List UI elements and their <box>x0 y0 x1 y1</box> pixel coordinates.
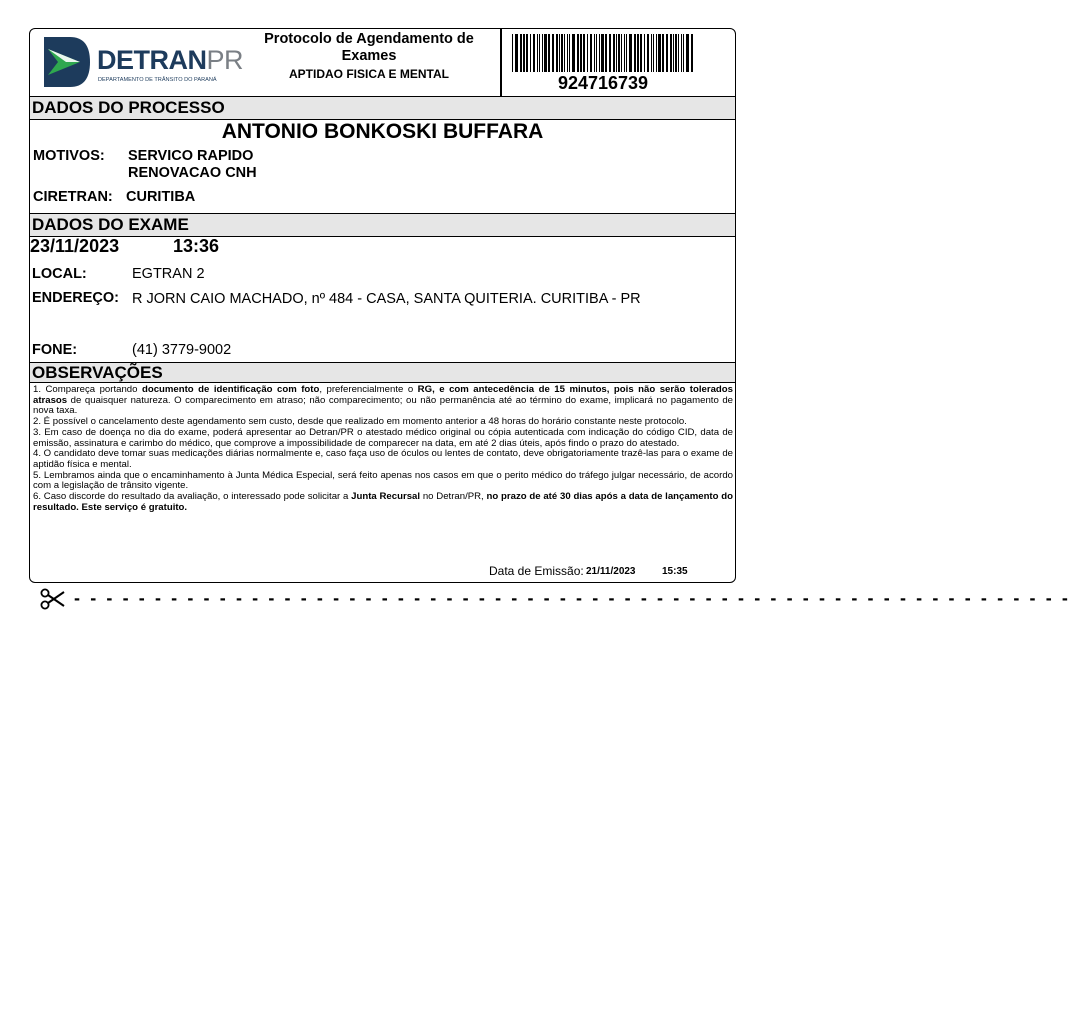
section-header-processo <box>30 96 735 120</box>
obs-text-bold: documento de identificação com foto <box>141 384 320 395</box>
logo-brand: DETRAN <box>97 45 207 75</box>
barcode-bar <box>596 34 597 72</box>
exam-date: 23/11/2023 <box>30 236 120 256</box>
barcode <box>510 34 696 72</box>
barcode-bar <box>559 34 560 72</box>
motivo-item: RENOVACAO CNH <box>128 165 257 181</box>
barcode-bar <box>526 34 528 72</box>
barcode-bar <box>583 34 585 72</box>
section-header-exame <box>30 213 735 237</box>
obs-text: de quaisquer natureza. O comparecimento em atraso; não comparecimento; ou não permanência até ao término do exame, implicará no pagamento de nova taxa. <box>33 394 733 417</box>
document-title: Protocolo de Agendamento de Exames <box>264 31 474 64</box>
barcode-bar <box>569 34 570 72</box>
motivos-label: MOTIVOS: <box>33 148 105 164</box>
section-header-observacoes <box>30 362 735 383</box>
barcode-bar <box>678 34 679 72</box>
local-label: LOCAL: <box>32 266 87 282</box>
barcode-bar <box>564 34 565 72</box>
obs-text-bold: Junta Recursal <box>351 491 421 503</box>
barcode-bar <box>662 34 664 72</box>
barcode-bar <box>577 34 579 72</box>
barcode-bar <box>624 34 625 72</box>
barcode-bar <box>647 34 649 72</box>
barcode-bar <box>670 34 672 72</box>
barcode-bar <box>621 34 622 72</box>
ciretran-label: CIRETRAN: <box>33 189 113 205</box>
barcode-bar <box>613 34 615 72</box>
endereco-value: R JORN CAIO MACHADO, nº 484 - CASA, SANTA QUITERIA. CURITIBA - PR <box>132 291 641 307</box>
barcode-bar <box>616 34 617 72</box>
barcode-bar <box>530 34 531 72</box>
fone-label: FONE: <box>32 342 78 358</box>
ciretran-value: CURITIBA <box>126 189 196 205</box>
observacao-item: 4. O candidato deve tomar suas medicações diárias normalmente e, caso faça uso de óculos ou lentes de contato, deve obrigatoriamente trazê-las para o exame de aptidão física e mental. <box>33 448 733 470</box>
barcode-bar <box>594 34 595 72</box>
barcode-bar <box>691 34 693 72</box>
scissors-icon <box>40 588 66 610</box>
barcode-bar <box>537 34 538 72</box>
barcode-bar <box>587 34 588 72</box>
barcode-bar <box>605 34 607 72</box>
detran-logo <box>40 35 244 91</box>
obs-text: no Detran/PR, <box>420 491 487 503</box>
cut-line <box>40 588 1071 612</box>
barcode-bar <box>523 34 525 72</box>
barcode-bar <box>618 34 620 72</box>
motivo-item: SERVICO RAPIDO <box>128 148 254 164</box>
barcode-bar <box>644 34 645 72</box>
obs-text: 6. Caso discorde do resultado da avaliação, o interessado pode solicitar a <box>33 491 352 503</box>
barcode-bar <box>590 34 592 72</box>
barcode-bar <box>653 34 654 72</box>
document-subtitle: APTIDAO FISICA E MENTAL <box>289 67 449 81</box>
barcode-bar <box>629 34 632 72</box>
fone-value: (41) 3779-9002 <box>132 342 232 358</box>
header-divider <box>500 29 502 97</box>
observacoes-list <box>33 385 733 513</box>
barcode-bar <box>640 34 642 72</box>
emissao-label: Data de Emissão: <box>489 564 584 578</box>
observacao-item <box>33 385 733 417</box>
obs-text: 1. Compareça portando <box>33 384 142 395</box>
barcode-bar <box>552 34 554 72</box>
endereco-label: ENDEREÇO: <box>32 290 120 306</box>
barcode-bar <box>637 34 639 72</box>
logo-brand-suffix: PR <box>206 45 244 75</box>
section-title-processo: DADOS DO PROCESSO <box>32 98 225 117</box>
barcode-bar <box>515 34 518 72</box>
observacao-item: 3. Em caso de doença no dia do exame, poderá apresentar ao Detran/PR o atestado médico original ou cópia autenticada com indicação do código CID, data de emissão, assinatura e carimbo do médico, que comprove a impossibilidade de comparecer na data, em até 2 dias úteis, após findo o prazo do atestado. <box>33 426 733 449</box>
protocol-number: 924716739 <box>557 73 649 93</box>
barcode-bar <box>656 34 657 72</box>
logo-tagline: DEPARTAMENTO DE TRÂNSITO DO PARANÁ <box>98 77 217 83</box>
barcode-bar <box>544 34 547 72</box>
barcode-bar <box>683 34 684 72</box>
barcode-bar <box>601 34 604 72</box>
protocol-form <box>29 28 736 583</box>
obs-text-bold: RG, e com antecedência de 15 minutos, pois não serão tolerados atrasos <box>33 384 733 406</box>
observacao-item: 5. Lembramos ainda que o encaminhamento à Junta Médica Especial, será feito apenas nos casos em que o perito médico do tráfego julgar necessário, de acordo com a legislação de trânsito vigente. <box>33 469 733 492</box>
barcode-bar <box>626 34 627 72</box>
emissao-time: 15:35 <box>662 566 688 577</box>
barcode-bar <box>673 34 674 72</box>
barcode-bar <box>548 34 550 72</box>
barcode-bar <box>520 34 522 72</box>
barcode-bar <box>651 34 652 72</box>
detran-emblem-icon <box>40 35 92 89</box>
barcode-bar <box>572 34 575 72</box>
barcode-bar <box>512 34 513 72</box>
barcode-bar <box>686 34 689 72</box>
barcode-bar <box>666 34 668 72</box>
emissao-date: 21/11/2023 <box>586 566 636 577</box>
barcode-bar <box>681 34 682 72</box>
obs-text-bold: no prazo de até 30 dias após a data de lançamento do resultado. Este serviço é gratuito. <box>33 491 733 513</box>
barcode-bar <box>609 34 611 72</box>
barcode-bar <box>567 34 568 72</box>
local-value: EGTRAN 2 <box>132 266 205 282</box>
barcode-bar <box>580 34 582 72</box>
observacao-item: 2. É possível o cancelamento deste agendamento sem custo, desde que realizado em momento anterior a 48 horas do horário constante neste protocolo. <box>33 416 687 428</box>
barcode-bar <box>556 34 558 72</box>
observacao-item <box>33 492 733 513</box>
applicant-name: ANTONIO BONKOSKI BUFFARA <box>221 120 544 143</box>
barcode-bar <box>539 34 540 72</box>
section-title-observacoes: OBSERVAÇÕES <box>32 363 163 382</box>
barcode-bar <box>542 34 543 72</box>
barcode-bar <box>599 34 600 72</box>
barcode-bar <box>533 34 535 72</box>
cut-dashes: - - - - - - - - - - - - - - - - - - - - - - - - - - - - - - - - - - - - - - - - - - - - - - - - - - - - - - - - - - - - - - <box>74 588 1071 608</box>
barcode-bar <box>658 34 661 72</box>
section-title-exame: DADOS DO EXAME <box>32 215 189 234</box>
barcode-bar <box>561 34 563 72</box>
exam-time: 13:36 <box>173 236 220 256</box>
barcode-bar <box>675 34 677 72</box>
obs-text: , preferencialmente o <box>319 384 418 395</box>
barcode-bar <box>634 34 636 72</box>
